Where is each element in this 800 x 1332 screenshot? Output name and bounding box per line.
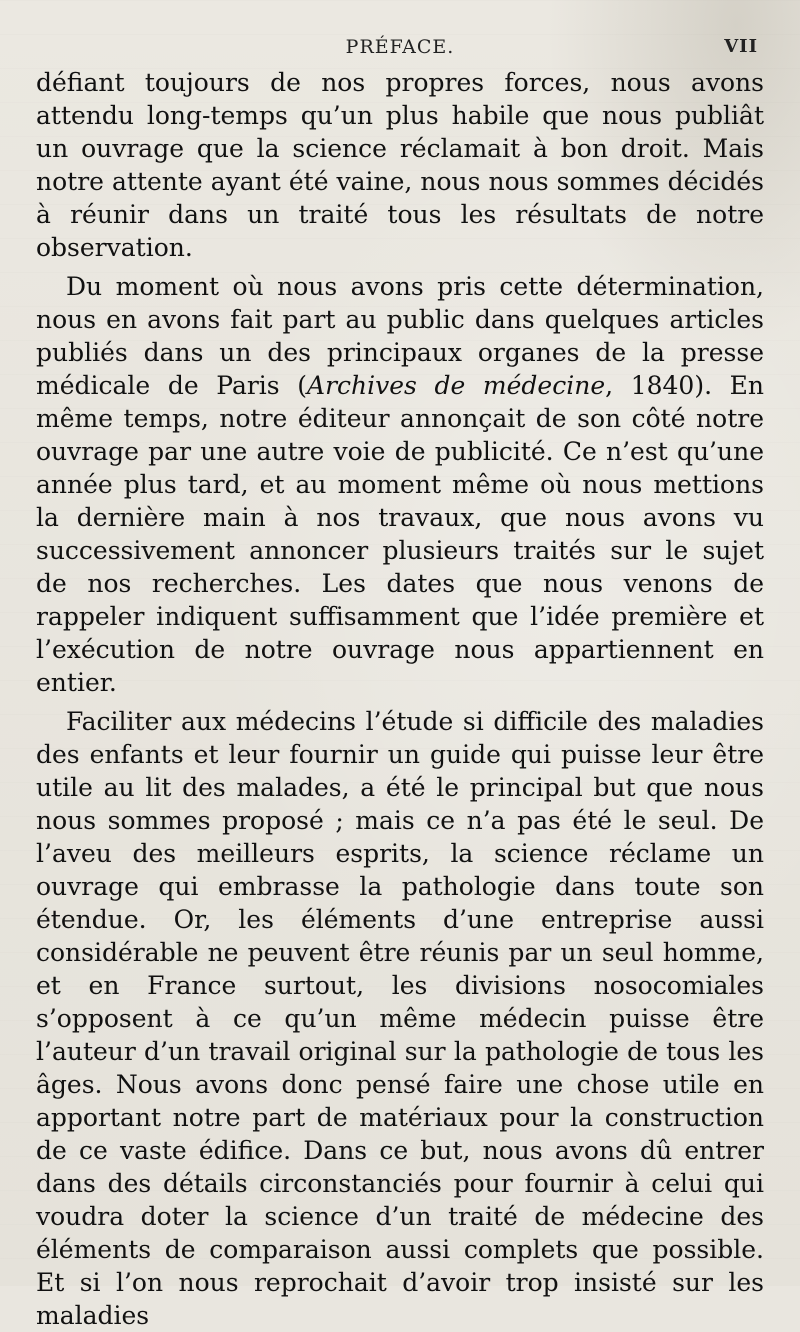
page-number: VII [724, 36, 758, 57]
running-title: PRÉFACE. [345, 36, 455, 58]
page-header [36, 30, 764, 66]
page-content [36, 66, 764, 1332]
paragraph-publication-history [36, 270, 764, 699]
paragraph-purpose: Faciliter aux médecins l’étude si difficile des maladies des enfants et leur fournir un guide qui puisse leur être utile au lit des malades, a été le principal but que nous nous sommes proposé ; mais ce n’a pas été le seul. De l’aveu des meilleurs esprits, la science réclame un ouvrage qui embrasse la pathologie dans toute son étendue. Or, les éléments d’une entreprise aussi considérable ne peuvent être réunis par un seul homme, et en France surtout, les divisions nosocomiales s’opposent à ce qu’un même médecin puisse être l’auteur d’un travail original sur la pathologie de tous les âges. Nous avons donc pensé faire une chose utile en apportant notre part de matériaux pour la construction de ce vaste édifice. Dans ce but, nous avons dû entrer dans des détails circonstanciés pour fournir à celui qui voudra doter la science d’un traité de médecine des éléments de comparaison aussi complets que possible. Et si l’on nous reprochait d’avoir trop insisté sur les maladies [36, 707, 764, 1330]
journal-title: Archives de médecine [307, 371, 606, 400]
paragraph-continuation: défiant toujours de nos propres forces, nous avons attendu long-temps qu’un plus habile que nous publiât un ouvrage que la science réclamait à bon droit. Mais notre attente ayant été vaine, nous nous sommes décidés à réunir dans un traité tous les résultats de notre observation. [36, 68, 764, 262]
paragraph-text-end: , 1840). En même temps, notre éditeur annonçait de son côté notre ouvrage par une autre voie de publicité. Ce n’est qu’une année plus tard, et au moment même où nous mettions la dernière main à nos travaux, que nous avons vu successivement annoncer plusieurs traités sur le sujet de nos recherches. Les dates que nous venons de rappeler indiquent suffisamment que l’idée première et l’exécution de notre ouvrage nous appartiennent en entier. [36, 371, 765, 697]
paragraph-text-start: Du moment où nous avons pris cette détermination, nous en avons fait part au public dans quelques articles publiés dans un des principaux organes de la presse médicale de Paris ( [36, 272, 764, 400]
